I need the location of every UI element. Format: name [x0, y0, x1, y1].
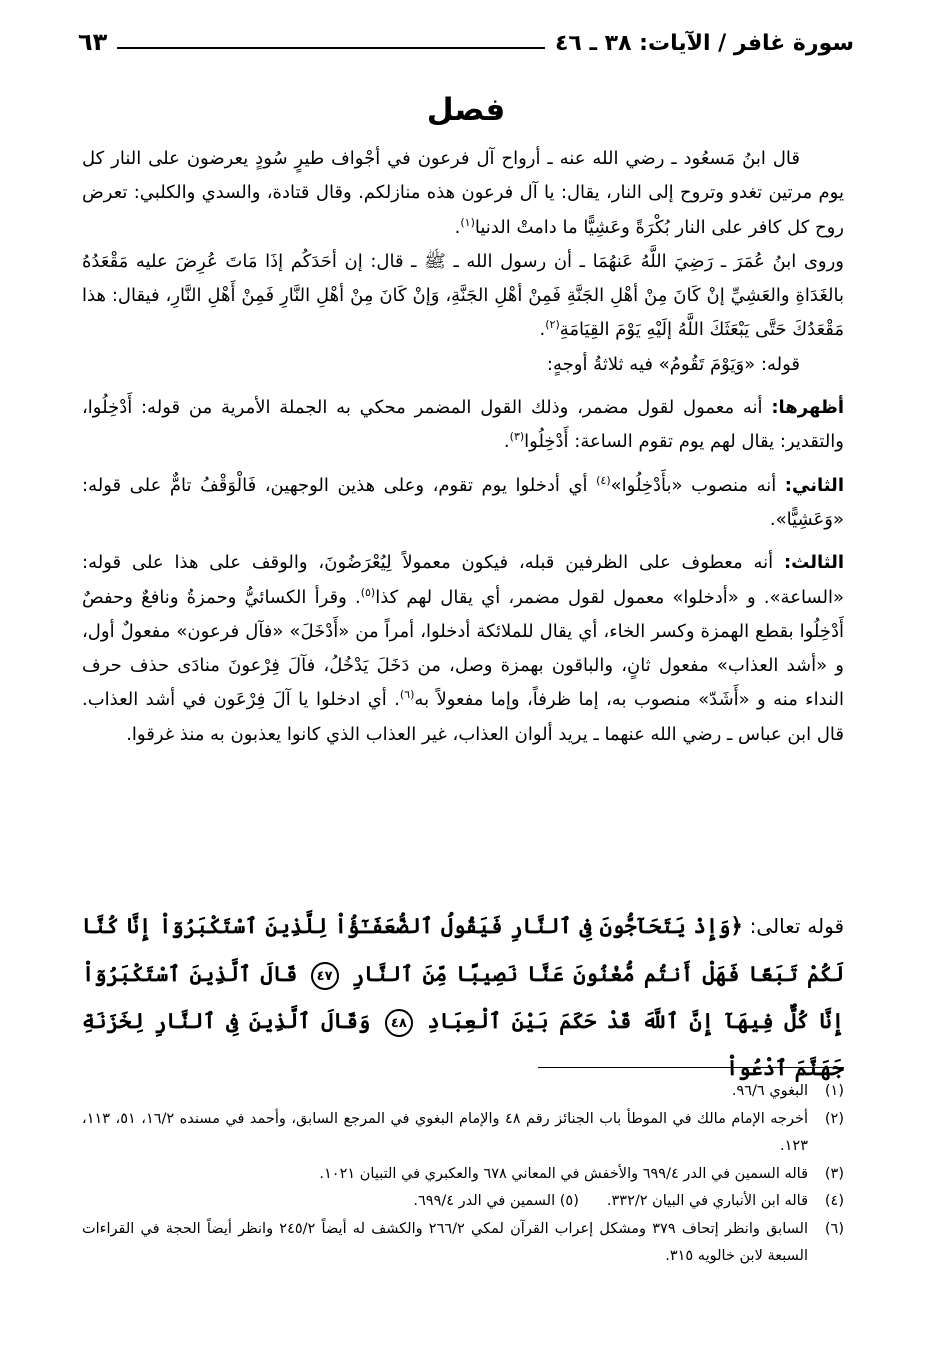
verse-text: ﴿وَإِذْ يَتَحَآجُّونَ فِى ٱلنَّارِ فَيَقُولُ ٱلضُّعَفَـٰٓؤُاْ لِلَّذِينَ ٱسْتَكْبَرُوٓاْ إِنَّا كُنَّا لَكُمْ تَبَعًا فَهَلْ أَنتُم مُّغْنُونَ عَنَّا نَصِيبًا مِّنَ ٱلنَّارِ	[82, 913, 845, 986]
paragraph	[82, 391, 844, 460]
running-header	[78, 22, 854, 56]
footnote-text: أخرجه الإمام مالك في الموطأ باب الجنائز رقم ٤٨ والإمام البغوي في المرجع السابق، وأحمد في مسنده ١٦/٢، ٥١، ١١٣، ١٢٣.	[82, 1110, 808, 1154]
footnote-number: (٤)	[824, 1193, 844, 1209]
paragraph	[82, 469, 844, 538]
footnotes	[82, 1078, 844, 1271]
paragraph	[82, 546, 844, 752]
footnote-text: قاله السمين في الدر ٦٩٩/٤ والأخفش في المعاني ٦٧٨ والعكبري في التبيان ١٠٢١.	[319, 1165, 808, 1182]
footnote	[82, 1188, 844, 1216]
verse-intro: قوله تعالى:	[742, 914, 844, 938]
footnote-text-part: السمين في الدر ٦٩٩/٤.	[413, 1193, 556, 1209]
quran-verse-block	[82, 902, 844, 1091]
footnote	[82, 1106, 844, 1161]
paragraph-text: أنه معطوف على الظرفين قبله، فيكون معمولاً لِيُعْرَضُونَ، والوقف على هذا على قوله: «الساعة». و «أدخلوا» معمول لقول مضمر، أي يقال لهم كذا	[82, 552, 844, 608]
paragraph-lead: أظهرها:	[771, 397, 844, 419]
page-number: ٦٣	[78, 28, 108, 56]
header-rule	[117, 47, 545, 49]
paragraph-text: وروى ابنُ عُمَرَ ـ رَضِيَ اللَّهُ عَنهُمَا ـ أن رسول الله ـ ﷺ ـ قال: إن أحَدَكُم إذَا مَاتَ عُرِضَ عليه مَقْعَدُهُ بالغَدَاةِ والعَشِيِّ إنْ كَانَ مِنْ أهْلِ الجَنَّةِ فَمِنْ أهْلِ الجَنَّةِ، وَإنْ كَانَ مِنْ أهْلِ النَّارِ فَمِنْ أَهْلِ النَّارِ، فيقال: هذا مَقْعَدُكَ حَتَّى يَبْعَثَكَ اللَّهُ إلَيْهِ يَوْمَ القِيَامَةِ	[82, 250, 844, 341]
section-title: فصل	[426, 92, 506, 128]
footnote	[82, 1216, 844, 1271]
verse-text: وَقَالَ ٱلَّذِينَ فِى ٱلنَّارِ لِخَزَنَةِ جَهَنَّمَ ٱدْعُواْ	[82, 1008, 844, 1080]
footnote-number: (٣)	[824, 1165, 844, 1182]
paragraph-lead: الثاني:	[784, 474, 844, 496]
paragraph	[82, 348, 844, 382]
footnote-number: (٥)	[559, 1193, 579, 1209]
surah-header-title: سورة غافر / الآيات: ٣٨ ـ ٤٦	[554, 31, 854, 56]
footnote-number: (١)	[824, 1083, 844, 1099]
footnote-ref: (١)	[460, 215, 475, 229]
footnote-text: السابق وانظر إتحاف ٣٧٩ ومشكل إعراب القرآن لمكي ٢٦٦/٢ والكشف له أيضاً ٢٤٥/٢ وانظر أيضاً الحجة في القراءات السبعة لابن خالويه ٣١٥.	[82, 1220, 809, 1264]
paragraph-end: .	[454, 216, 461, 238]
footnote-number: (٢)	[824, 1110, 844, 1127]
paragraph-end: .	[539, 319, 546, 341]
body-text	[82, 142, 844, 752]
paragraph-end: أي أدخلوا يوم تقوم، وعلى هذين الوجهين، فَالْوَقْفُ تامٌّ على قوله: «وَعَشِيًّا».	[82, 474, 844, 530]
paragraph-end: .	[503, 431, 510, 453]
paragraph	[82, 245, 844, 348]
footnote-text	[82, 1188, 808, 1216]
footnote	[82, 1161, 844, 1189]
paragraph-text: أنه معمول لقول مضمر، وذلك القول المضمر محكي به الجملة الأمرية من قوله: أَدْخِلُوا، والتقدير: يقال لهم يوم تقوم الساعة: أَدْخِلُوا	[82, 397, 844, 453]
ayah-number-marker: ٤٧	[311, 962, 339, 990]
paragraph-text: قال ابنُ مَسعُود ـ رضي الله عنه ـ أرواح آل فرعون في أجْواف طيرٍ سُودٍ يعرضون على النار كل يوم مرتين تغدو وتروح إلى النار، يقال: يا آل فرعون هذه منازلكم. وقال قتادة، والسدي والكلبي: تعرض روح كل كافر على النار بُكْرَةً وعَشِيًّا ما دامتْ الدنيا	[82, 148, 844, 238]
footnote-ref: (٦)	[399, 688, 415, 702]
ayah-number-marker: ٤٨	[385, 1009, 413, 1037]
paragraph-end: . وقرأ الكسائيُّ وحمزةُ ونافعٌ وحفصٌ أَدْخِلُوا بقطع الهمزة وكسر الخاء، أي يقال للملائكة أدخلوا، أمراً من «أَدْخَلَ» «فآل فرعون» مفعولٌ أول، و «أشد العذاب» مفعول ثانٍ، والباقون بهمزة وصل، من دَخَلَ يَدْخُلُ، فآلَ فِرْعونَ منادَى حذف حرف النداء منه و «أَشَدّ» منصوب به، إما ظرفاً، وإما مفعولاً به	[82, 586, 844, 711]
paragraph-text: أنه منصوب «بأَدْخِلُوا»	[610, 474, 785, 496]
paragraph	[82, 142, 844, 245]
footnote	[82, 1078, 844, 1106]
footnote-rule	[538, 1067, 844, 1068]
footnote-ref: (٥)	[360, 585, 376, 599]
footnote-number: (٦)	[824, 1220, 844, 1237]
verse-text: قَالَ ٱلَّذِينَ ٱسْتَكْبَرُوٓاْ إِنَّا كُلٌّ فِيهَآ إِنَّ ٱللَّهَ قَدْ حَكَمَ بَيْنَ ٱلْعِبَادِ	[82, 961, 845, 1033]
footnote-text: البغوي ٩٦/٦.	[731, 1083, 808, 1099]
footnote-text-part: قاله ابن الأنباري في البيان ٣٣٢/٢.	[606, 1193, 808, 1209]
paragraph-end: . أي ادخلوا يا آلَ فِرْعَون في أشد العذاب. قال ابن عباس ـ رضي الله عنهما ـ يريد ألوان العذاب، غير العذاب الذي كانوا يعذبون به منذ غرقوا.	[82, 689, 844, 745]
footnote-ref: (٤)	[596, 473, 611, 487]
footnote-ref: (٣)	[509, 430, 525, 444]
paragraph-lead: الثالث:	[783, 552, 844, 574]
paragraph-text: قوله: «وَيَوْمَ تَقُومُ» فيه ثلاثةُ أوجهٍ:	[546, 353, 800, 375]
footnote-ref: (٢)	[545, 318, 560, 332]
